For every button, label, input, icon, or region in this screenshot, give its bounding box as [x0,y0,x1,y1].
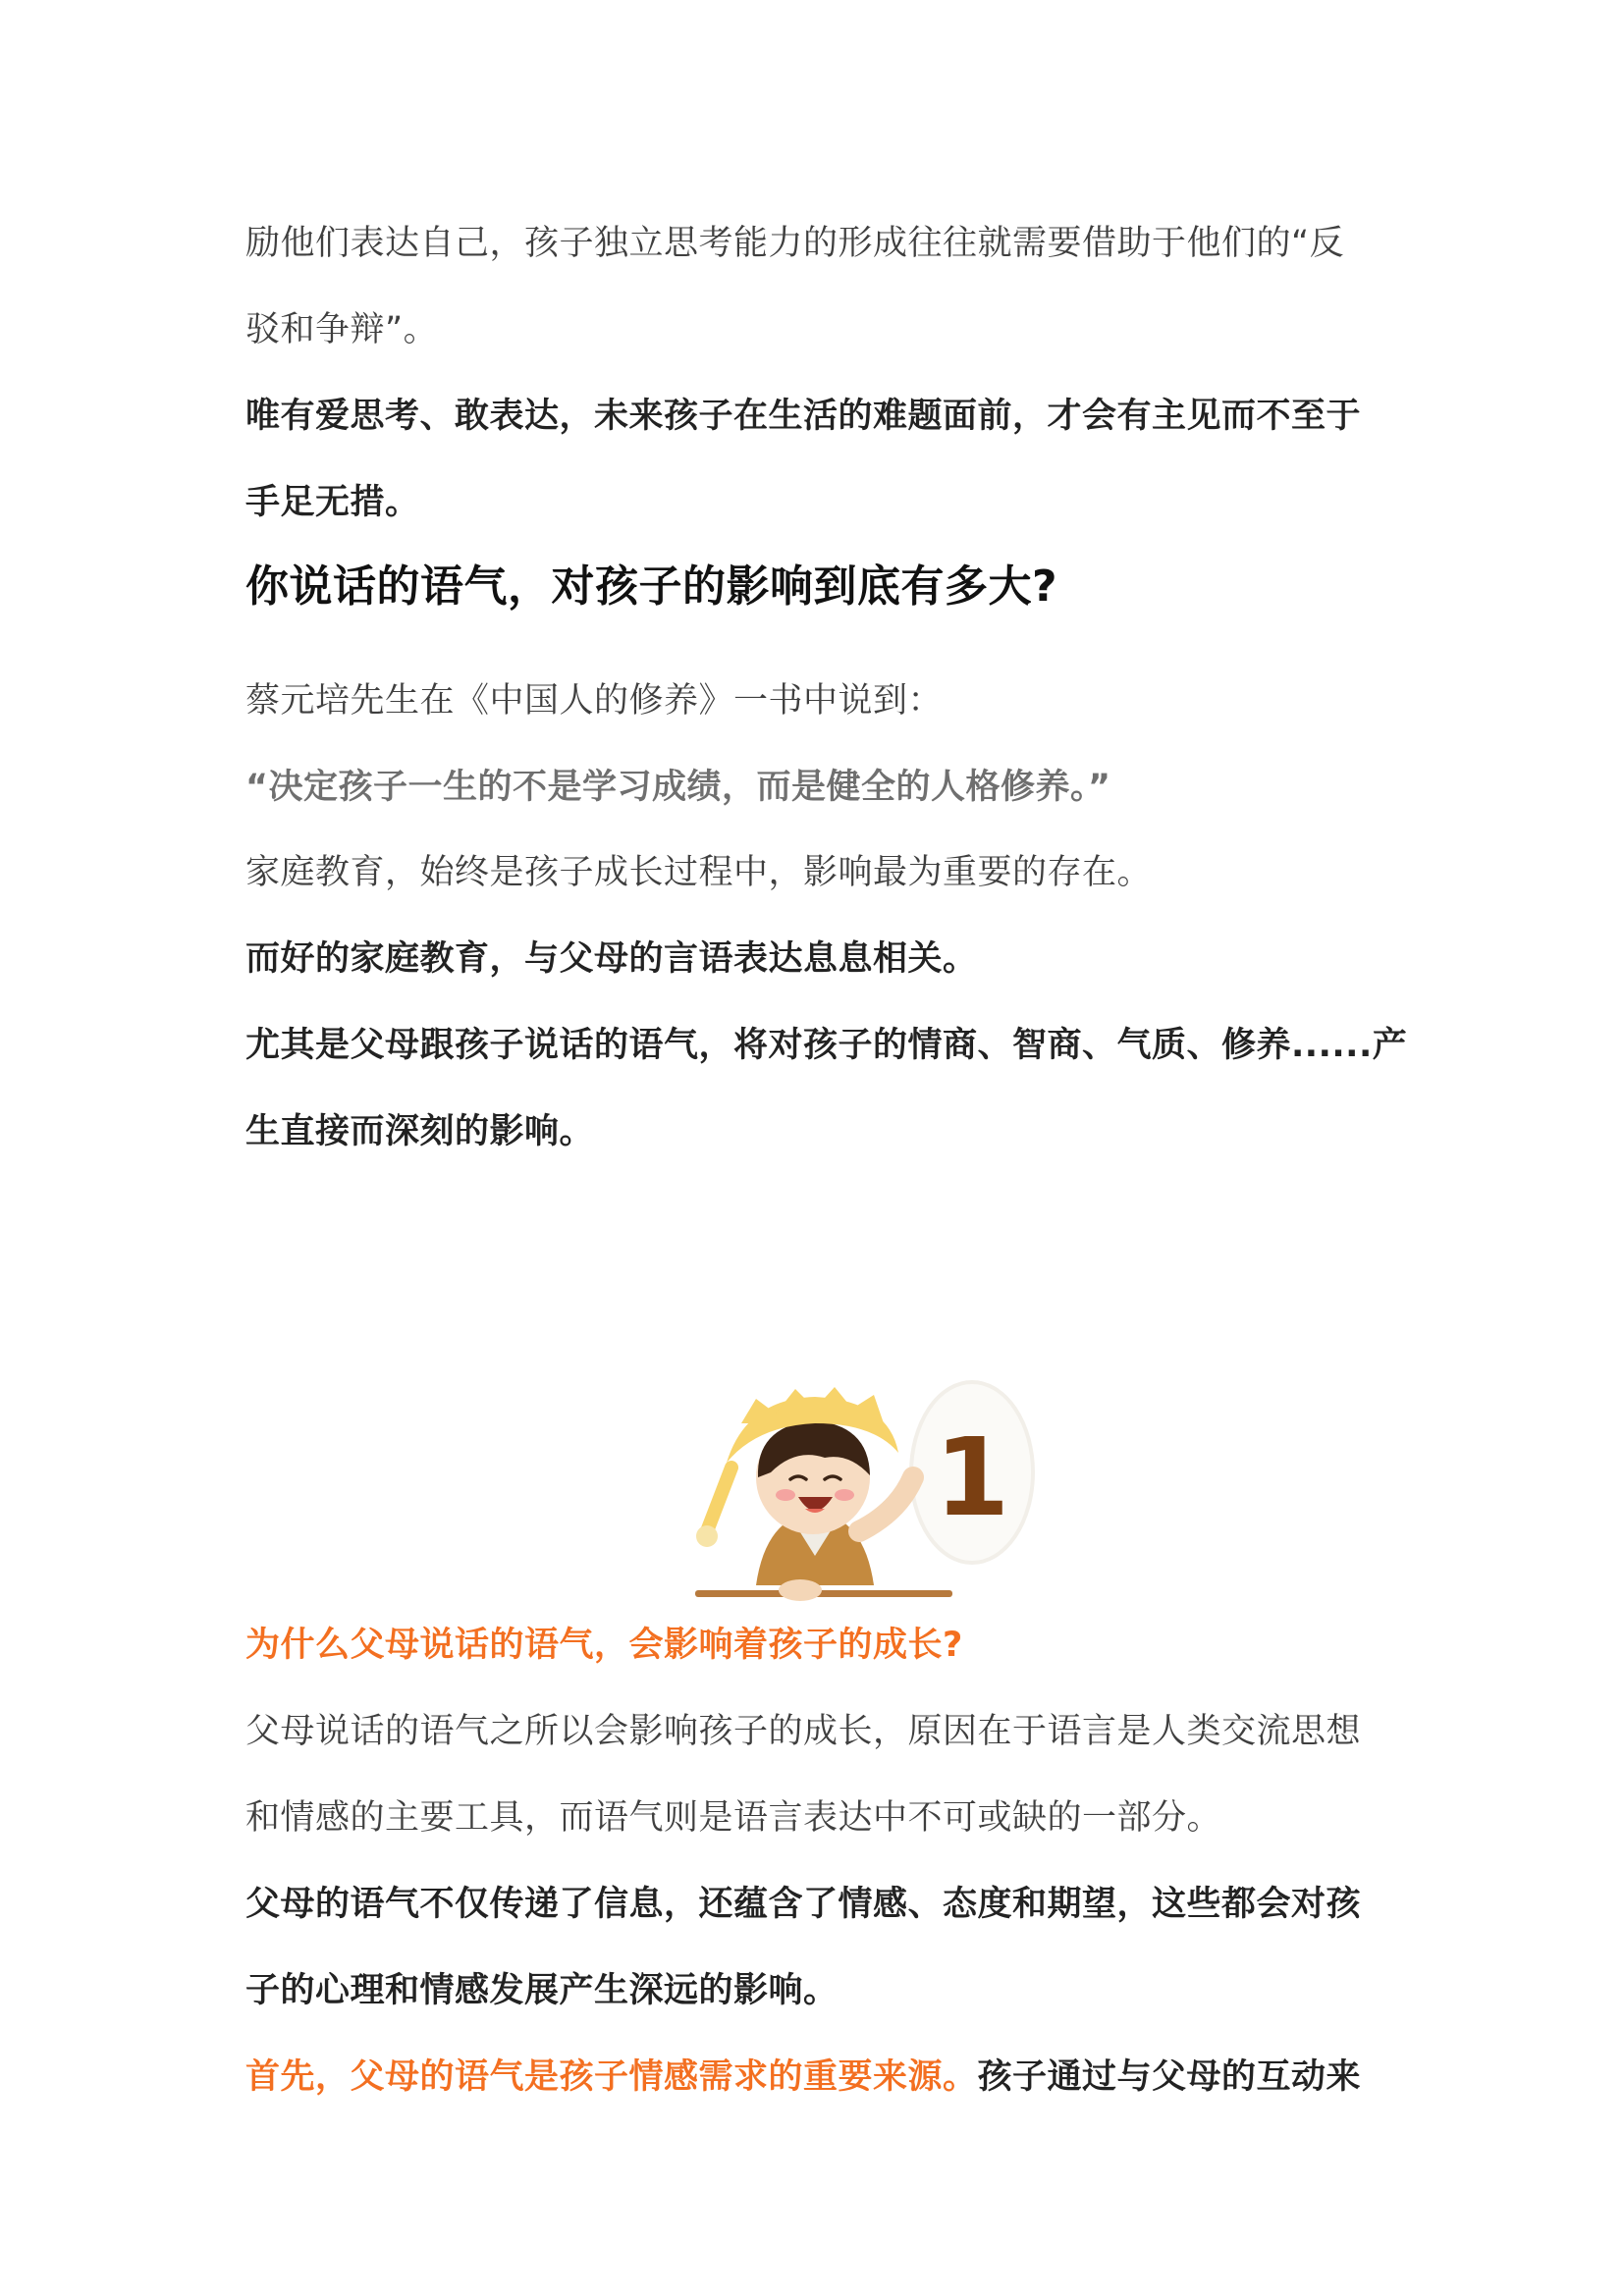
paragraph-line: 父母说话的语气之所以会影响孩子的成长，原因在于语言是人类交流思想 [245,1712,1362,1751]
section-heading: 你说话的语气，对孩子的影响到底有多大? [245,561,1058,612]
intro-line: 蔡元培先生在《中国人的修养》一书中说到： [245,681,944,721]
paragraph-line: 家庭教育，始终是孩子成长过程中，影响最为重要的存在。 [245,853,1153,892]
mixed-paragraph-line [245,2056,1361,2099]
cartoon-kid-illustration [687,1369,1060,1605]
bold-paragraph-line: 而好的家庭教育，与父母的言语表达息息相关。 [245,939,978,979]
desk-line [695,1590,952,1597]
bold-paragraph-line: 尤其是父母跟孩子说话的语气，将对孩子的情商、智商、气质、修养......产 [245,1026,1408,1065]
bold-paragraph-line: 唯有爱思考、敢表达，未来孩子在生活的难题面前，才会有主见而不至于 [245,397,1362,436]
cheek-right [835,1489,854,1501]
bold-paragraph-line: 父母的语气不仅传递了信息，还蕴含了情感、态度和期望，这些都会对孩 [245,1885,1362,1924]
cartoon-kid-icon [687,1369,1060,1605]
paragraph-line: 驳和争辩”。 [245,310,439,349]
bold-phrase: 孩子通过与父母的互动来 [977,2057,1362,2097]
subheading: 为什么父母说话的语气，会影响着孩子的成长? [245,1626,963,1665]
highlighted-phrase: 首先，父母的语气是孩子情感需求的重要来源。 [245,2057,978,2097]
cheek-left [776,1489,795,1501]
paragraph-line: 和情感的主要工具，而语气则是语言表达中不可或缺的一部分。 [245,1798,1222,1838]
hat-pompom [696,1525,718,1547]
number-text: 1 [934,1415,1010,1540]
bold-paragraph-line: 生直接而深刻的影响。 [245,1112,595,1151]
quote-line: “决定孩子一生的不是学习成绩，而是健全的人格修养。” [245,768,1111,807]
hand-left [779,1579,822,1601]
bold-paragraph-line: 子的心理和情感发展产生深远的影响。 [245,1971,839,2010]
paragraph-line: 励他们表达自己，孩子独立思考能力的形成往往就需要借助于他们的“反 [245,224,1345,263]
bold-paragraph-line: 手足无措。 [245,483,420,522]
hat-tail [707,1468,731,1531]
